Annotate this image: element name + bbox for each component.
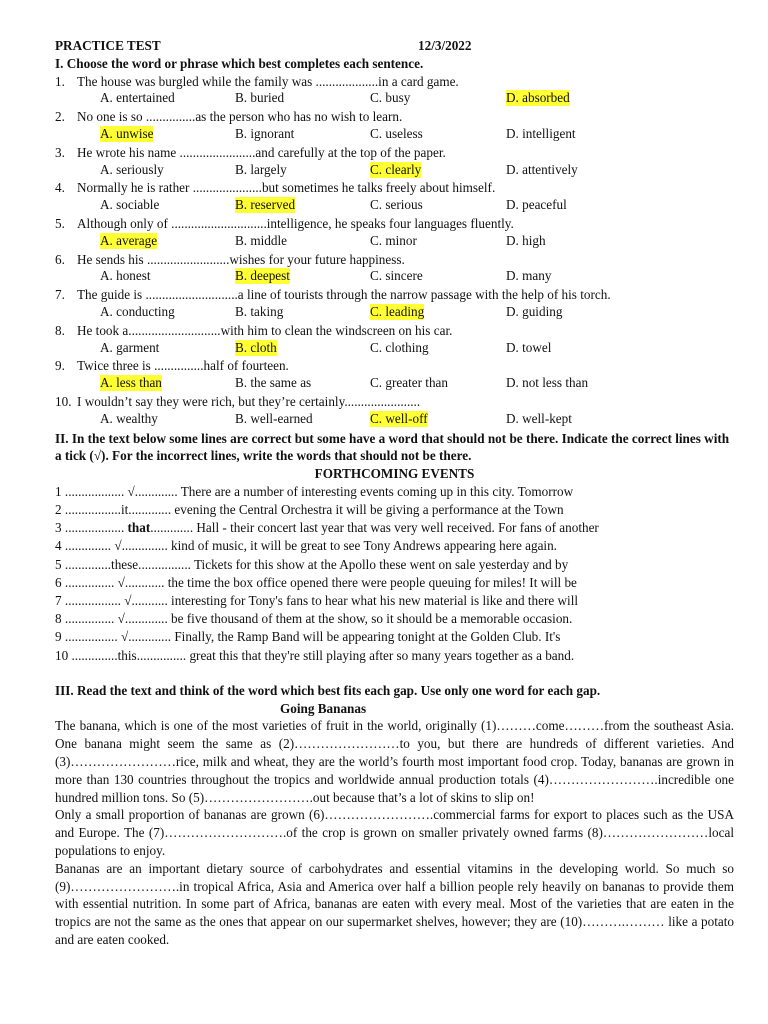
answer-option: D. guiding bbox=[506, 303, 563, 319]
answer-option-highlighted: C. well-off bbox=[370, 410, 428, 426]
error-correction-line bbox=[55, 501, 734, 519]
answer-option: B. well-earned bbox=[235, 410, 313, 426]
answer-option: B. taking bbox=[235, 303, 284, 319]
line-number: 10 bbox=[55, 647, 69, 663]
question-number: 2. bbox=[55, 109, 65, 125]
answer-options bbox=[55, 304, 734, 322]
answer-option-highlighted: C. leading bbox=[370, 303, 425, 319]
answer-option-highlighted: A. average bbox=[100, 232, 158, 248]
answer-option: B. the same as bbox=[235, 375, 312, 391]
question-number: 5. bbox=[55, 215, 65, 231]
line-answer: √ bbox=[117, 611, 125, 627]
question-text: He took a............................with him to clean the windscreen on his car. bbox=[77, 322, 453, 338]
question-stem bbox=[55, 215, 734, 233]
question-text: I wouldn’t say they were rich, but they’re certainly....................... bbox=[77, 393, 421, 409]
question-text: No one is so ...............as the person who has no wish to learn. bbox=[77, 109, 403, 125]
section-2-heading: FORTHCOMING EVENTS bbox=[314, 466, 475, 482]
question-number: 6. bbox=[55, 251, 65, 267]
section-2-instructions: II. In the text below some lines are correct but some have a word that should not be there. Indicate the correct lines with a tick (√). For the incorrect lines, write the words that should not be there. bbox=[55, 430, 730, 464]
answer-option: D. high bbox=[506, 232, 546, 248]
answer-options bbox=[55, 268, 734, 286]
line-answer: this bbox=[117, 647, 137, 663]
answer-option-highlighted: B. cloth bbox=[235, 339, 277, 355]
line-answer: √ bbox=[127, 483, 135, 499]
answer-blank-trailer: ............. bbox=[134, 483, 181, 499]
section-1-title: I. Choose the word or phrase which best completes each sentence. bbox=[55, 55, 424, 71]
answer-blank-leader: ............... bbox=[61, 611, 118, 627]
answer-blank-trailer: ............. bbox=[128, 502, 175, 518]
question-number: 3. bbox=[55, 144, 65, 160]
question-number: 1. bbox=[55, 73, 65, 89]
error-correction-line bbox=[55, 574, 734, 592]
question-stem bbox=[55, 357, 734, 375]
line-text: great this that they're still playing after so many years together as a band. bbox=[189, 647, 575, 663]
line-text: Finally, the Ramp Band will be appearing tonight at the Golden Club. It's bbox=[174, 629, 561, 645]
question-stem bbox=[55, 393, 734, 411]
question-number: 4. bbox=[55, 180, 65, 196]
answer-blank-trailer: ........... bbox=[131, 593, 172, 609]
test-date: 12/3/2022 bbox=[418, 38, 472, 53]
line-answer: √ bbox=[117, 574, 125, 590]
error-correction-line bbox=[55, 592, 734, 610]
answer-option: A. sociable bbox=[100, 197, 160, 213]
line-answer: √ bbox=[114, 538, 122, 554]
line-text: evening the Central Orchestra it will be giving a performance at the Town bbox=[174, 502, 564, 518]
answer-options bbox=[55, 340, 734, 358]
question-text: Twice three is ...............half of fourteen. bbox=[77, 358, 289, 374]
question-number: 10. bbox=[55, 393, 72, 409]
answer-option: B. largely bbox=[235, 161, 287, 177]
answer-option: A. wealthy bbox=[100, 410, 158, 426]
answer-options bbox=[55, 233, 734, 251]
answer-blank-trailer: ............. bbox=[124, 611, 172, 627]
answer-blank-trailer: ............ bbox=[124, 574, 168, 590]
error-correction-line bbox=[55, 628, 734, 646]
answer-option: C. useless bbox=[370, 125, 423, 141]
line-number: 7 bbox=[55, 593, 62, 609]
question-number: 9. bbox=[55, 358, 65, 374]
answer-blank-leader: .................. bbox=[61, 520, 128, 536]
answer-blank-leader: .............. bbox=[61, 538, 115, 554]
answer-option: D. well-kept bbox=[506, 410, 572, 426]
question-text: He sends his .........................wishes for your future happiness. bbox=[77, 251, 405, 267]
question-text: Normally he is rather .....................but sometimes he talks freely about himself. bbox=[77, 180, 496, 196]
answer-option: A. seriously bbox=[100, 161, 164, 177]
answer-option: D. not less than bbox=[506, 375, 589, 391]
question-text: The house was burgled while the family was ...................in a card game. bbox=[77, 73, 459, 89]
question-stem bbox=[55, 251, 734, 269]
section-1-questions bbox=[55, 73, 734, 429]
answer-option-highlighted: A. unwise bbox=[100, 125, 154, 141]
line-text: be five thousand of them at the show, so it should be a memorable occasion. bbox=[171, 611, 573, 627]
passage-paragraph: Only a small proportion of bananas are grown (6)…………………….commercial farms for export to places such as the USA and Europe. The (7)……………………….of the crop is grown on smaller privately owned farms (8)……………………local populations to enjoy. bbox=[55, 807, 734, 858]
answer-blank-trailer: .............. bbox=[121, 538, 172, 554]
answer-options bbox=[55, 162, 734, 180]
answer-option: D. towel bbox=[506, 339, 552, 355]
question-stem bbox=[55, 73, 734, 91]
section-3-passage bbox=[55, 717, 734, 948]
error-correction-line bbox=[55, 537, 734, 555]
answer-blank-trailer: ............. bbox=[150, 520, 197, 536]
answer-blank-trailer: ................ bbox=[138, 556, 194, 572]
line-text: There are a number of interesting events coming up in this city. Tomorrow bbox=[180, 483, 574, 499]
question-stem bbox=[55, 144, 734, 162]
answer-option: A. entertained bbox=[100, 90, 175, 106]
answer-option: C. greater than bbox=[370, 375, 448, 391]
worksheet-page bbox=[55, 37, 734, 949]
line-answer: these bbox=[111, 556, 139, 572]
error-correction-line bbox=[55, 647, 734, 665]
line-number: 1 bbox=[55, 483, 62, 499]
answer-option: A. garment bbox=[100, 339, 160, 355]
answer-option: A. honest bbox=[100, 268, 151, 284]
question-stem bbox=[55, 179, 734, 197]
answer-option-highlighted: A. less than bbox=[100, 375, 162, 391]
line-number: 3 bbox=[55, 520, 62, 536]
answer-option-highlighted: D. absorbed bbox=[506, 90, 570, 106]
error-correction-line bbox=[55, 556, 734, 574]
section-2-lines bbox=[55, 483, 734, 665]
line-number: 4 bbox=[55, 538, 62, 554]
answer-options bbox=[55, 375, 734, 393]
line-number: 8 bbox=[55, 611, 62, 627]
line-text: interesting for Tony's fans to hear what his new material is like and there will bbox=[171, 593, 579, 609]
error-correction-line bbox=[55, 610, 734, 628]
line-text: Hall - their concert last year that was very well received. For fans of another bbox=[196, 520, 599, 536]
question-stem bbox=[55, 286, 734, 304]
answer-option: B. buried bbox=[235, 90, 285, 106]
line-answer: it bbox=[120, 502, 129, 518]
line-answer: that bbox=[127, 520, 151, 536]
answer-option: D. peaceful bbox=[506, 197, 567, 213]
answer-option: D. attentively bbox=[506, 161, 578, 177]
answer-option: C. sincere bbox=[370, 268, 423, 284]
answer-option: D. intelligent bbox=[506, 125, 576, 141]
question-number: 7. bbox=[55, 287, 65, 303]
answer-options bbox=[55, 197, 734, 215]
line-answer: √ bbox=[124, 593, 132, 609]
question-text: The guide is ............................a line of tourists through the narrow passage with the help of his torch. bbox=[77, 287, 611, 303]
answer-option: B. middle bbox=[235, 232, 288, 248]
question-stem bbox=[55, 108, 734, 126]
line-number: 9 bbox=[55, 629, 62, 645]
error-correction-line bbox=[55, 519, 734, 537]
answer-option: C. minor bbox=[370, 232, 417, 248]
line-text: the time the box office opened there were people queuing for miles! It will be bbox=[167, 574, 577, 590]
question-text: He wrote his name .......................and carefully at the top of the paper. bbox=[77, 144, 446, 160]
answer-option: D. many bbox=[506, 268, 552, 284]
answer-blank-leader: ................. bbox=[61, 502, 121, 518]
line-number: 6 bbox=[55, 574, 62, 590]
section-3-heading: Going Bananas bbox=[280, 700, 367, 716]
line-answer: √ bbox=[120, 629, 129, 645]
answer-blank-trailer: ............... bbox=[136, 647, 190, 663]
line-number: 5 bbox=[55, 556, 62, 572]
answer-blank-leader: ................ bbox=[61, 629, 121, 645]
line-number: 2 bbox=[55, 502, 62, 518]
passage-paragraph: The banana, which is one of the most varieties of fruit in the world, originally (1)………come………from the southeast Asia. One banana might seem the same as (2)……………………to you, but there are hundreds of different varieties. And (3)……………………rice, milk and wheat, they are the world’s fourth most important food crop. Today, bananas are grown in more than 130 countries throughout the tropics and worldwide annual production totals (4)…………………….incredible one hundred million tons. So (5)…………………….out because that’s a lot of skins to slip on! bbox=[55, 718, 734, 805]
answer-options bbox=[55, 411, 734, 429]
error-correction-line bbox=[55, 483, 734, 501]
line-text: kind of music, it will be great to see Tony Andrews appearing here again. bbox=[171, 538, 557, 554]
passage-paragraph: Bananas are an important dietary source of carbohydrates and essential vitamins in the developing world. So much so (9)…………………….in tropical Africa, Asia and America over half a billion people rely heavily on bananas to provide them with essential nutrition. In some part of Africa, bananas are eaten with every meal. Most of the varieties that are eaten in the tropics are not the same as the ones that appear on our supermarket shelves, however; they are (10)……….……… like a potato and are eaten cooked. bbox=[55, 860, 734, 947]
answer-option: C. clothing bbox=[370, 339, 429, 355]
answer-blank-leader: .............. bbox=[68, 647, 118, 663]
answer-option: C. busy bbox=[370, 90, 411, 106]
answer-option: B. ignorant bbox=[235, 125, 295, 141]
line-text: Tickets for this show at the Apollo these went on sale yesterday and by bbox=[193, 556, 569, 572]
question-stem bbox=[55, 322, 734, 340]
answer-options bbox=[55, 90, 734, 108]
answer-option-highlighted: B. reserved bbox=[235, 197, 296, 213]
answer-blank-leader: ............... bbox=[61, 574, 118, 590]
answer-option: C. serious bbox=[370, 197, 423, 213]
answer-option: A. conducting bbox=[100, 303, 175, 319]
answer-blank-leader: .............. bbox=[61, 556, 112, 572]
answer-blank-trailer: ............. bbox=[128, 629, 175, 645]
question-number: 8. bbox=[55, 322, 65, 338]
question-text: Although only of .............................intelligence, he speaks four languages fluently. bbox=[77, 215, 514, 231]
answer-option-highlighted: B. deepest bbox=[235, 268, 290, 284]
worksheet-header bbox=[55, 37, 734, 55]
answer-blank-leader: .................. bbox=[61, 483, 128, 499]
answer-blank-leader: ................. bbox=[61, 593, 125, 609]
section-3-instructions: III. Read the text and think of the word which best fits each gap. Use only one word for each gap. bbox=[55, 682, 601, 698]
page-title: PRACTICE TEST bbox=[55, 38, 161, 53]
answer-option-highlighted: C. clearly bbox=[370, 161, 422, 177]
answer-options bbox=[55, 126, 734, 144]
